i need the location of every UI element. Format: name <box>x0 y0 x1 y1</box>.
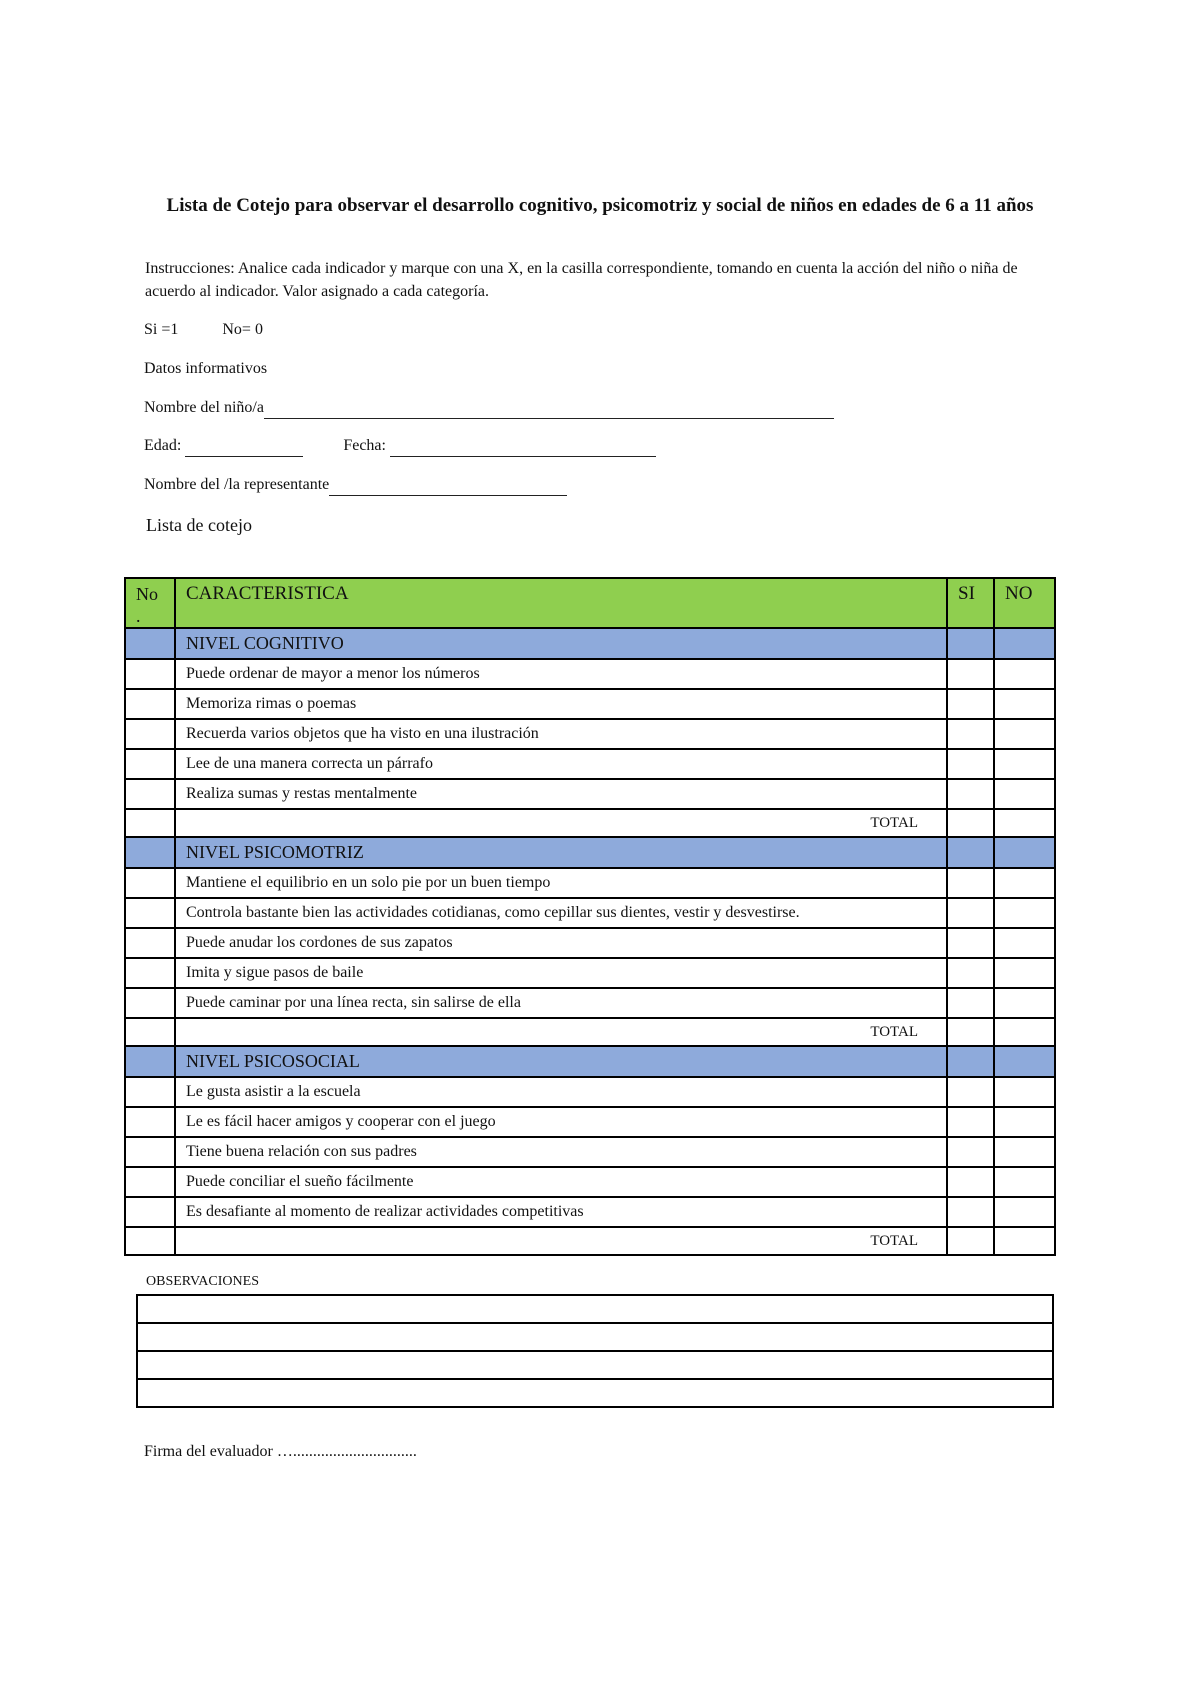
observation-line[interactable] <box>137 1351 1053 1379</box>
characteristic-text: Le gusta asistir a la escuela <box>175 1077 947 1107</box>
table-row <box>125 779 1055 809</box>
guardian-field[interactable] <box>329 475 567 496</box>
signature-label: Firma del evaluador <box>144 1443 273 1460</box>
document-title: Lista de Cotejo para observar el desarrollo cognitivo, psicomotriz y social de niños en edades de 6 a 11 años <box>166 195 1034 216</box>
no-checkbox-cell[interactable] <box>994 868 1055 898</box>
no-checkbox-cell[interactable] <box>994 1197 1055 1227</box>
section-no-answer-cell <box>994 837 1055 868</box>
signature-dots: …............................... <box>276 1443 417 1460</box>
section-title: NIVEL COGNITIVO <box>175 628 947 659</box>
table-row <box>125 1077 1055 1107</box>
total-no-answer-cell[interactable] <box>994 1018 1055 1046</box>
no-checkbox-cell[interactable] <box>994 928 1055 958</box>
total-label: TOTAL <box>175 1227 947 1255</box>
no-checkbox-cell[interactable] <box>994 659 1055 689</box>
si-checkbox-cell[interactable] <box>947 1197 994 1227</box>
scale-line <box>144 320 263 340</box>
section-row <box>125 837 1055 868</box>
characteristic-text: Le es fácil hacer amigos y cooperar con el juego <box>175 1107 947 1137</box>
observation-row <box>137 1323 1053 1351</box>
child-name-field[interactable] <box>264 398 834 419</box>
no-checkbox-cell[interactable] <box>994 1107 1055 1137</box>
characteristic-text: Tiene buena relación con sus padres <box>175 1137 947 1167</box>
total-si-cell[interactable] <box>947 1018 994 1046</box>
child-name-row <box>144 398 834 419</box>
observations-table <box>136 1294 1054 1408</box>
table-row <box>125 659 1055 689</box>
instructions-text: Instrucciones: Analice cada indicador y marque con una X, en la casilla correspondiente, tomando en cuenta la acción del niño o niña de acuerdo al indicador. Valor asignado a cada categoría. <box>145 260 1018 300</box>
observation-line[interactable] <box>137 1323 1053 1351</box>
total-no-cell <box>125 1227 175 1255</box>
table-row <box>125 868 1055 898</box>
row-number-cell <box>125 1197 175 1227</box>
si-checkbox-cell[interactable] <box>947 659 994 689</box>
row-number-cell <box>125 719 175 749</box>
age-field[interactable] <box>185 436 303 457</box>
no-checkbox-cell[interactable] <box>994 1137 1055 1167</box>
section-si-cell <box>947 1046 994 1077</box>
observation-line[interactable] <box>137 1295 1053 1323</box>
section-no-answer-cell <box>994 1046 1055 1077</box>
characteristic-text: Memoriza rimas o poemas <box>175 689 947 719</box>
si-checkbox-cell[interactable] <box>947 1167 994 1197</box>
si-checkbox-cell[interactable] <box>947 988 994 1018</box>
row-number-cell <box>125 958 175 988</box>
characteristic-text: Controla bastante bien las actividades cotidianas, como cepillar sus dientes, vestir y desvestirse. <box>175 898 947 928</box>
si-checkbox-cell[interactable] <box>947 689 994 719</box>
section-title: NIVEL PSICOSOCIAL <box>175 1046 947 1077</box>
scale-si: Si =1 <box>144 321 179 338</box>
col-si-header: SI <box>947 578 994 628</box>
section-no-cell <box>125 1046 175 1077</box>
no-checkbox-cell[interactable] <box>994 958 1055 988</box>
row-number-cell <box>125 1077 175 1107</box>
observation-row <box>137 1295 1053 1323</box>
total-no-cell <box>125 809 175 837</box>
age-date-row <box>144 436 656 457</box>
si-checkbox-cell[interactable] <box>947 898 994 928</box>
table-row <box>125 898 1055 928</box>
total-si-cell[interactable] <box>947 809 994 837</box>
table-row <box>125 1167 1055 1197</box>
no-checkbox-cell[interactable] <box>994 1167 1055 1197</box>
observation-row <box>137 1351 1053 1379</box>
characteristic-text: Puede caminar por una línea recta, sin salirse de ella <box>175 988 947 1018</box>
checklist-table <box>124 577 1056 1256</box>
total-label: TOTAL <box>175 809 947 837</box>
no-checkbox-cell[interactable] <box>994 1077 1055 1107</box>
observation-row <box>137 1379 1053 1407</box>
total-no-answer-cell[interactable] <box>994 1227 1055 1255</box>
section-no-cell <box>125 837 175 868</box>
child-name-label: Nombre del niño/a <box>144 399 264 416</box>
row-number-cell <box>125 659 175 689</box>
row-number-cell <box>125 1107 175 1137</box>
section-no-cell <box>125 628 175 659</box>
characteristic-text: Mantiene el equilibrio en un solo pie por un buen tiempo <box>175 868 947 898</box>
characteristic-text: Lee de una manera correcta un párrafo <box>175 749 947 779</box>
characteristic-text: Puede ordenar de mayor a menor los números <box>175 659 947 689</box>
total-no-cell <box>125 1018 175 1046</box>
row-number-cell <box>125 779 175 809</box>
age-label: Edad: <box>144 437 182 454</box>
si-checkbox-cell[interactable] <box>947 868 994 898</box>
total-row <box>125 1018 1055 1046</box>
section-row <box>125 628 1055 659</box>
total-label: TOTAL <box>175 1018 947 1046</box>
si-checkbox-cell[interactable] <box>947 1137 994 1167</box>
row-number-cell <box>125 898 175 928</box>
info-heading: Datos informativos <box>144 360 268 377</box>
row-number-cell <box>125 749 175 779</box>
characteristic-text: Realiza sumas y restas mentalmente <box>175 779 947 809</box>
characteristic-text: Es desafiante al momento de realizar actividades competitivas <box>175 1197 947 1227</box>
si-checkbox-cell[interactable] <box>947 779 994 809</box>
table-row <box>125 988 1055 1018</box>
no-checkbox-cell[interactable] <box>994 779 1055 809</box>
table-row <box>125 1197 1055 1227</box>
table-row <box>125 958 1055 988</box>
col-characteristic-header: CARACTERISTICA <box>175 578 947 628</box>
table-row <box>125 749 1055 779</box>
row-number-cell <box>125 988 175 1018</box>
si-checkbox-cell[interactable] <box>947 719 994 749</box>
checklist-heading: Lista de cotejo <box>146 515 252 535</box>
guardian-label: Nombre del /la representante <box>144 476 330 493</box>
table-row <box>125 689 1055 719</box>
signature-line <box>144 1443 417 1461</box>
col-no-header: No . <box>125 578 175 628</box>
table-header-row <box>125 578 1055 628</box>
si-checkbox-cell[interactable] <box>947 958 994 988</box>
table-row <box>125 1137 1055 1167</box>
row-number-cell <box>125 928 175 958</box>
no-checkbox-cell[interactable] <box>994 689 1055 719</box>
section-si-cell <box>947 837 994 868</box>
no-checkbox-cell[interactable] <box>994 988 1055 1018</box>
section-no-answer-cell <box>994 628 1055 659</box>
table-row <box>125 928 1055 958</box>
date-label: Fecha: <box>343 437 386 454</box>
total-row <box>125 1227 1055 1255</box>
row-number-cell <box>125 868 175 898</box>
characteristic-text: Imita y sigue pasos de baile <box>175 958 947 988</box>
row-number-cell <box>125 1167 175 1197</box>
total-no-answer-cell[interactable] <box>994 809 1055 837</box>
observations-label: OBSERVACIONES <box>146 1274 259 1289</box>
row-number-cell <box>125 689 175 719</box>
row-number-cell <box>125 1137 175 1167</box>
scale-no: No= 0 <box>222 321 263 338</box>
no-checkbox-cell[interactable] <box>994 749 1055 779</box>
characteristic-text: Puede conciliar el sueño fácilmente <box>175 1167 947 1197</box>
characteristic-text: Recuerda varios objetos que ha visto en una ilustración <box>175 719 947 749</box>
si-checkbox-cell[interactable] <box>947 749 994 779</box>
table-row <box>125 1107 1055 1137</box>
guardian-row <box>144 475 567 496</box>
observation-line[interactable] <box>137 1379 1053 1407</box>
si-checkbox-cell[interactable] <box>947 1077 994 1107</box>
si-checkbox-cell[interactable] <box>947 928 994 958</box>
section-title: NIVEL PSICOMOTRIZ <box>175 837 947 868</box>
no-checkbox-cell[interactable] <box>994 719 1055 749</box>
table-row <box>125 719 1055 749</box>
section-row <box>125 1046 1055 1077</box>
si-checkbox-cell[interactable] <box>947 1107 994 1137</box>
characteristic-text: Puede anudar los cordones de sus zapatos <box>175 928 947 958</box>
total-row <box>125 809 1055 837</box>
col-no-answer-header: NO <box>994 578 1055 628</box>
date-field[interactable] <box>390 436 656 457</box>
total-si-cell[interactable] <box>947 1227 994 1255</box>
no-checkbox-cell[interactable] <box>994 898 1055 928</box>
section-si-cell <box>947 628 994 659</box>
